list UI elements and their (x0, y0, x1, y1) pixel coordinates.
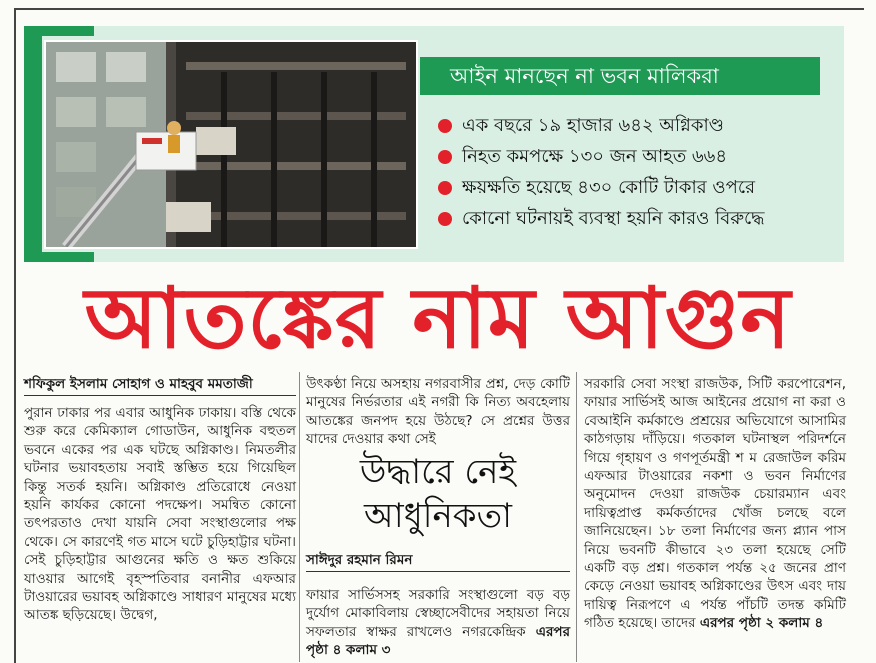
inner-headline-line: উদ্ধারে নেই (359, 452, 517, 492)
infobox-point-text: কোনো ঘটনায়ই ব্যবস্থা হয়নি কারও বিরুদ্ধে (462, 208, 765, 229)
red-bullet-icon (438, 181, 452, 195)
infobox-points (438, 110, 765, 234)
inner-article-byline: সাঈদুর রহমান রিমন (306, 551, 570, 572)
page-border-left (14, 8, 16, 663)
inner-article-continuation: এরপর পৃষ্ঠা ৪ কলাম ৩ (306, 623, 571, 659)
article-body: উৎকণ্ঠা নিয়ে অসহায় নগরবাসীর প্রশ্ন, দেড় কোটি মানুষের নির্ভরতার এই নগরী কি নিত্য অবহেলায় আতঙ্কের জনপদ হয়ে উঠছে? সে প্রশ্নের উত্তর যাদের দেওয়ার কথা সেই (306, 376, 570, 448)
infobox-point-text: নিহত কমপক্ষে ১৩০ জন আহত ৬৬৪ (462, 146, 728, 167)
infobox-accent-left (24, 26, 42, 262)
article-body: সরকারি সেবা সংস্থা রাজউক, সিটি করপোরেশন, ফায়ার সার্ভিসই আজ আইনের প্রয়োগ না করা ও বেআইনি কর্মকাণ্ডে প্রশ্রয়ের অভিযোগে আসামির কাঠগড়ায় দাঁড়িয়ে। গতকাল ঘটনাস্থল পরিদর্শনে গিয়ে গৃহায়ণ ও গণপূর্তমন্ত্রী শ ম রেজাউল করিম এফআর টাওয়ারের নকশা ও ভবন নির্মাণের অনুমোদন দেওয়া রাজউক চেয়ারম্যান এবং দায়িত্বপ্রাপ্ত কর্মকর্তাদের খোঁজ চলছে বলে জানিয়েছেন। ১৮ তলা নির্মাণের জন্য প্ল্যান পাস নিয়ে ভবনটি কীভাবে ২৩ তলা হয়েছে সেটি একটি বড় প্রশ্ন। গতকাল পর্যন্ত ২৫ জনের প্রাণ কেড়ে নেওয়া ভয়াবহ অগ্নিকাণ্ডের উৎস এবং দায় দায়িত্ব নিরূপণে এ পর্যন্ত পাঁচটি তদন্ত কমিটি গঠিত হয়েছে। তাদের (584, 376, 846, 632)
fire-building-illustration (46, 42, 416, 247)
inner-article-body (306, 586, 570, 660)
infobox-accent-top (24, 26, 94, 36)
red-bullet-icon (438, 150, 452, 164)
column-rule (299, 372, 300, 662)
infobox-accent-bottom (24, 252, 94, 262)
page-border-top (14, 8, 864, 10)
infobox-point (438, 203, 765, 234)
infobox-point (438, 110, 765, 141)
article-column-1 (24, 375, 296, 625)
main-headline: আতঙ্কের নাম আগুন (84, 268, 792, 367)
article-column-3 (584, 375, 846, 633)
red-bullet-icon (438, 212, 452, 226)
infobox-point (438, 141, 765, 172)
infobox-point (438, 172, 765, 203)
fire-building-photo (44, 40, 418, 249)
column-rule (576, 372, 577, 662)
article-column-2 (306, 375, 570, 449)
article-body: পুরান ঢাকার পর এবার আধুনিক ঢাকায়। বস্তি থেকে শুরু করে কেমিক্যাল গোডাউন, আধুনিক বহুতল ভবনে একের পর এক ঘটছে অগ্নিকাণ্ড। নিমতলীর ঘটনার ভয়াবহতায় সবাই স্তম্ভিত হয়ে গিয়েছিল কিন্তু সতর্ক হয়নি। অগ্নিকাণ্ড প্রতিরোধে নেওয়া হয়নি কার্যকর কোনো পদক্ষেপ। সমন্বিত কোনো তৎপরতাও দেখা যায়নি সেবা সংস্থাগুলোর পক্ষ থেকে। সে কারণেই গত মাসে ঘটে চুড়িহাট্টার ঘটনা। সেই চুড়িহাট্টার আগুনের ক্ষতি ও ক্ষত শুকিয়ে যাওয়ার আগেই বৃহস্পতিবার বনানীর এফআর টাওয়ারের ভয়াবহ অগ্নিকাণ্ডে সাধারণ মানুষের মধ্যে আতঙ্ক ছড়িয়েছে। উদ্বেগ, (24, 405, 296, 624)
infobox-subhead: আইন মানছেন না ভবন মালিকরা (420, 57, 820, 95)
infobox-point-text: ক্ষয়ক্ষতি হয়েছে ৪৩০ কোটি টাকার ওপরে (462, 177, 755, 198)
inner-article-headline (306, 450, 570, 538)
red-bullet-icon (438, 119, 452, 133)
inner-headline-line: আধুনিকতা (364, 496, 512, 536)
infobox-point-text: এক বছরে ১৯ হাজার ৬৪২ অগ্নিকাণ্ড (462, 115, 724, 136)
inner-article-text: ফায়ার সার্ভিসসহ সরকারি সংস্থাগুলো বড় বড় দুর্যোগ মোকাবিলায় স্বেচ্ছাসেবীদের সহায়তা নিয়ে সফলতার স্বাক্ষর রাখলেও নগরকেন্দ্রিক (306, 587, 570, 640)
article-byline: শফিকুল ইসলাম সোহাগ ও মাহবুব মমতাজী (24, 375, 296, 396)
article-continuation: এরপর পৃষ্ঠা ২ কলাম ৪ (699, 615, 824, 632)
